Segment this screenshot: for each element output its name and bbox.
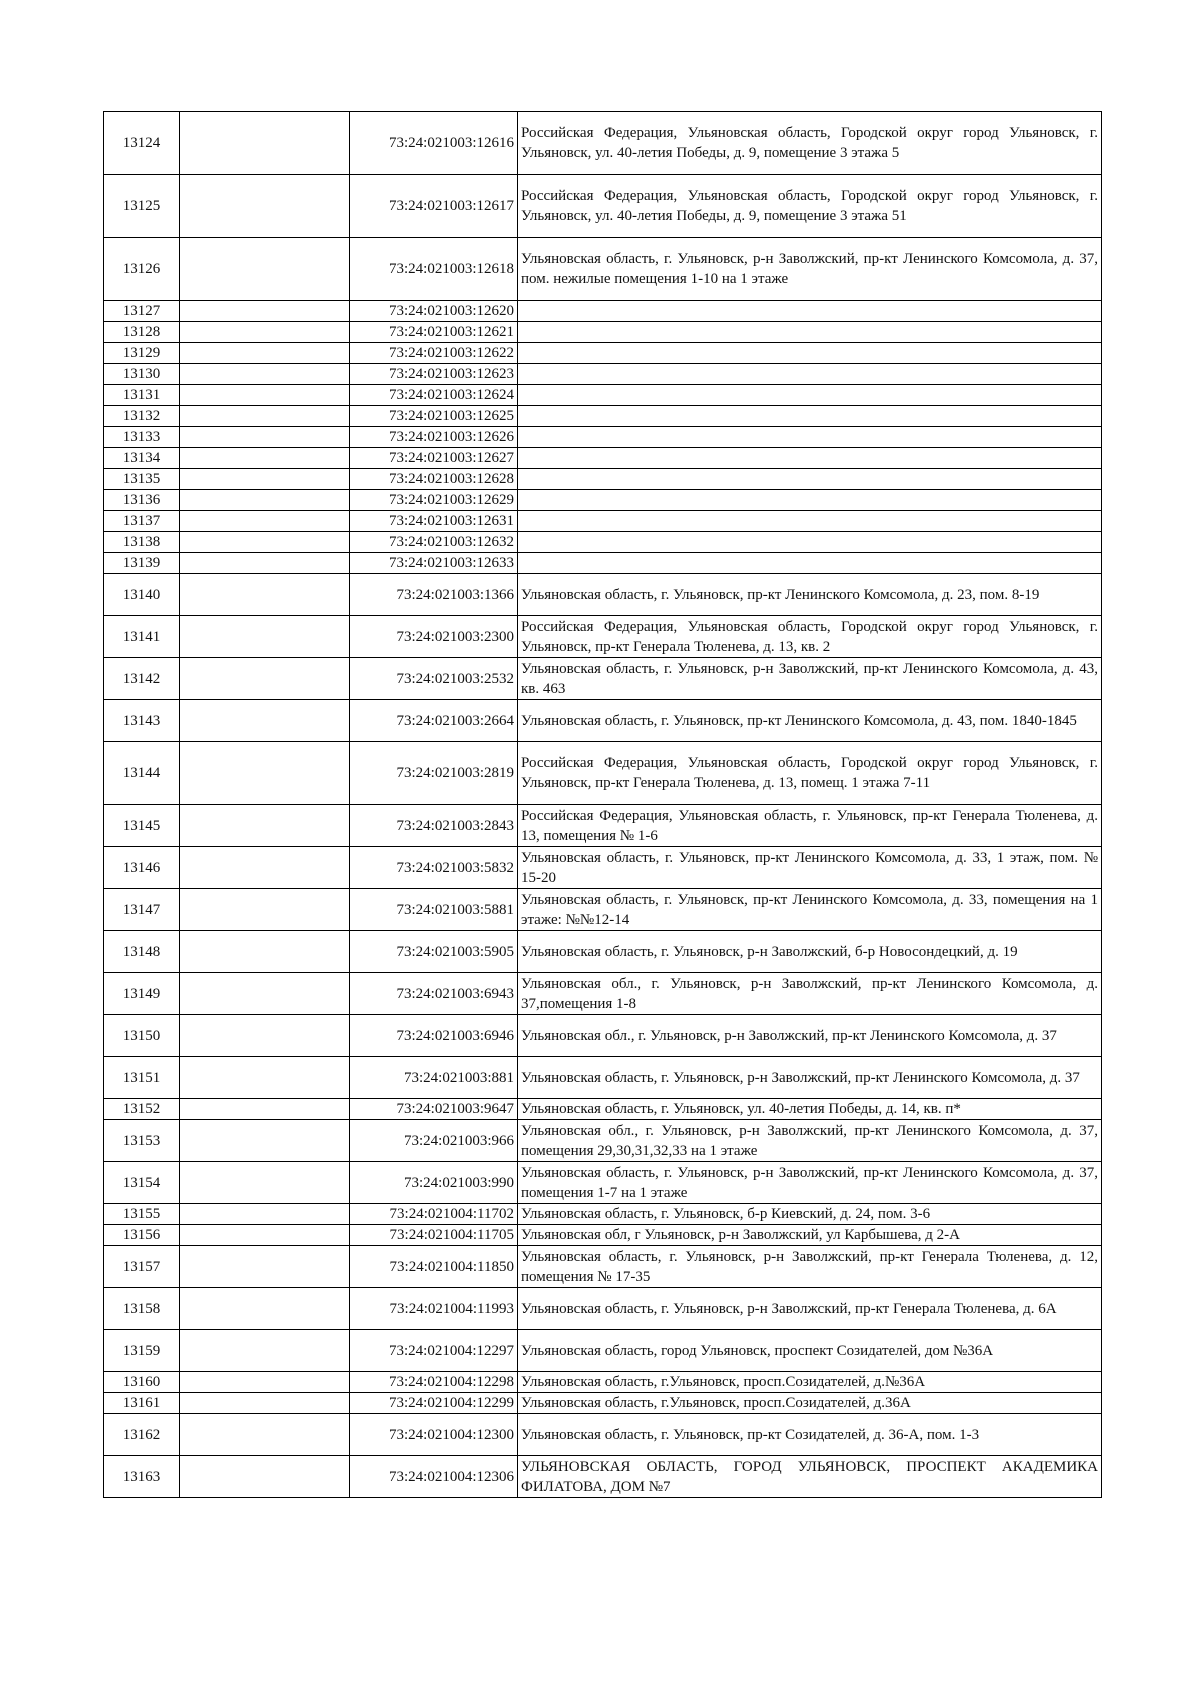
table-row (104, 1372, 1102, 1393)
row-number-cell: 13146 (104, 847, 180, 889)
cadastral-number-cell: 73:24:021003:12632 (350, 532, 518, 553)
table-row (104, 553, 1102, 574)
address-cell: Ульяновская область, г. Ульяновск, р-н Заволжский, пр-кт Ленинского Комсомола, д. 43, кв. 463 (518, 658, 1102, 700)
table-row (104, 301, 1102, 322)
address-cell: Ульяновская область, г. Ульяновск, ул. 40-летия Победы, д. 14, кв. п* (518, 1099, 1102, 1120)
empty-cell (180, 1225, 350, 1246)
empty-cell (180, 427, 350, 448)
empty-cell (180, 973, 350, 1015)
address-cell: Ульяновская область, г. Ульяновск, р-н Заволжский, б-р Новосондецкий, д. 19 (518, 931, 1102, 973)
empty-cell (180, 532, 350, 553)
table-row (104, 1162, 1102, 1204)
cadastral-number-cell: 73:24:021003:990 (350, 1162, 518, 1204)
cadastral-number-cell: 73:24:021004:12298 (350, 1372, 518, 1393)
cadastral-number-cell: 73:24:021003:2532 (350, 658, 518, 700)
row-number-cell: 13162 (104, 1414, 180, 1456)
cadastral-number-cell: 73:24:021003:12622 (350, 343, 518, 364)
table-row (104, 511, 1102, 532)
table-row (104, 406, 1102, 427)
cadastral-number-cell: 73:24:021003:12627 (350, 448, 518, 469)
cadastral-number-cell: 73:24:021003:5881 (350, 889, 518, 931)
cadastral-number-cell: 73:24:021004:12297 (350, 1330, 518, 1372)
empty-cell (180, 511, 350, 532)
empty-cell (180, 1120, 350, 1162)
address-cell: Ульяновская обл., г. Ульяновск, р-н Заволжский, пр-кт Ленинского Комсомола, д. 37,помещения 1-8 (518, 973, 1102, 1015)
empty-cell (180, 343, 350, 364)
table-row (104, 1120, 1102, 1162)
cadastral-number-cell: 73:24:021003:12623 (350, 364, 518, 385)
table-row (104, 427, 1102, 448)
cadastral-number-cell: 73:24:021003:9647 (350, 1099, 518, 1120)
property-registry-table (103, 111, 1102, 1498)
row-number-cell: 13148 (104, 931, 180, 973)
empty-cell (180, 889, 350, 931)
address-cell (518, 385, 1102, 406)
address-cell (518, 469, 1102, 490)
table-row (104, 574, 1102, 616)
row-number-cell: 13124 (104, 112, 180, 175)
table-row (104, 469, 1102, 490)
empty-cell (180, 658, 350, 700)
address-cell (518, 406, 1102, 427)
empty-cell (180, 1057, 350, 1099)
table-row (104, 532, 1102, 553)
address-cell (518, 427, 1102, 448)
row-number-cell: 13163 (104, 1456, 180, 1498)
row-number-cell: 13125 (104, 175, 180, 238)
address-cell: Ульяновская область, город Ульяновск, проспект Созидателей, дом №36А (518, 1330, 1102, 1372)
cadastral-number-cell: 73:24:021004:11705 (350, 1225, 518, 1246)
cadastral-number-cell: 73:24:021003:12628 (350, 469, 518, 490)
empty-cell (180, 1015, 350, 1057)
cadastral-number-cell: 73:24:021003:12626 (350, 427, 518, 448)
table-row (104, 973, 1102, 1015)
cadastral-number-cell: 73:24:021003:12633 (350, 553, 518, 574)
row-number-cell: 13144 (104, 742, 180, 805)
address-cell (518, 511, 1102, 532)
table-row (104, 448, 1102, 469)
row-number-cell: 13126 (104, 238, 180, 301)
row-number-cell: 13149 (104, 973, 180, 1015)
table-row (104, 1414, 1102, 1456)
table-row (104, 616, 1102, 658)
empty-cell (180, 700, 350, 742)
row-number-cell: 13161 (104, 1393, 180, 1414)
row-number-cell: 13138 (104, 532, 180, 553)
cadastral-number-cell: 73:24:021003:12625 (350, 406, 518, 427)
empty-cell (180, 931, 350, 973)
cadastral-number-cell: 73:24:021003:966 (350, 1120, 518, 1162)
address-cell: Российская Федерация, Ульяновская область, Городской округ город Ульяновск, г. Ульяновск, пр-кт Генерала Тюленева, д. 13, кв. 2 (518, 616, 1102, 658)
table-row (104, 364, 1102, 385)
cadastral-number-cell: 73:24:021003:2843 (350, 805, 518, 847)
address-cell (518, 448, 1102, 469)
cadastral-number-cell: 73:24:021004:11702 (350, 1204, 518, 1225)
row-number-cell: 13136 (104, 490, 180, 511)
empty-cell (180, 1330, 350, 1372)
cadastral-number-cell: 73:24:021003:5832 (350, 847, 518, 889)
row-number-cell: 13142 (104, 658, 180, 700)
empty-cell (180, 1393, 350, 1414)
cadastral-number-cell: 73:24:021003:2819 (350, 742, 518, 805)
address-cell: Ульяновская обл., г. Ульяновск, р-н Заволжский, пр-кт Ленинского Комсомола, д. 37 (518, 1015, 1102, 1057)
empty-cell (180, 448, 350, 469)
row-number-cell: 13127 (104, 301, 180, 322)
address-cell: Ульяновская область, г. Ульяновск, р-н Заволжский, пр-кт Генерала Тюленева, д. 12, помещения № 17-35 (518, 1246, 1102, 1288)
empty-cell (180, 469, 350, 490)
row-number-cell: 13154 (104, 1162, 180, 1204)
empty-cell (180, 1204, 350, 1225)
address-cell: Российская Федерация, Ульяновская область, Городской округ город Ульяновск, г. Ульяновск, пр-кт Генерала Тюленева, д. 13, помещ. 1 этажа 7-11 (518, 742, 1102, 805)
row-number-cell: 13156 (104, 1225, 180, 1246)
address-cell: Ульяновская область, г. Ульяновск, б-р Киевский, д. 24, пом. 3-6 (518, 1204, 1102, 1225)
address-cell: Ульяновская область, г. Ульяновск, пр-кт Созидателей, д. 36-А, пом. 1-3 (518, 1414, 1102, 1456)
address-cell (518, 532, 1102, 553)
row-number-cell: 13153 (104, 1120, 180, 1162)
address-cell (518, 322, 1102, 343)
cadastral-number-cell: 73:24:021003:2664 (350, 700, 518, 742)
row-number-cell: 13143 (104, 700, 180, 742)
table-row (104, 343, 1102, 364)
empty-cell (180, 742, 350, 805)
cadastral-number-cell: 73:24:021004:12300 (350, 1414, 518, 1456)
empty-cell (180, 238, 350, 301)
table-row (104, 1015, 1102, 1057)
empty-cell (180, 301, 350, 322)
empty-cell (180, 847, 350, 889)
address-cell (518, 364, 1102, 385)
row-number-cell: 13141 (104, 616, 180, 658)
address-cell: Российская Федерация, Ульяновская область, Городской округ город Ульяновск, г. Ульяновск, ул. 40-летия Победы, д. 9, помещение 3 этажа 5 (518, 112, 1102, 175)
registry-table-body (104, 112, 1102, 1498)
address-cell (518, 343, 1102, 364)
row-number-cell: 13145 (104, 805, 180, 847)
table-row (104, 805, 1102, 847)
empty-cell (180, 322, 350, 343)
empty-cell (180, 616, 350, 658)
address-cell: Ульяновская область, г.Ульяновск, просп.Созидателей, д.36А (518, 1393, 1102, 1414)
table-row (104, 175, 1102, 238)
empty-cell (180, 490, 350, 511)
cadastral-number-cell: 73:24:021003:5905 (350, 931, 518, 973)
table-row (104, 742, 1102, 805)
table-row (104, 238, 1102, 301)
empty-cell (180, 574, 350, 616)
row-number-cell: 13140 (104, 574, 180, 616)
row-number-cell: 13151 (104, 1057, 180, 1099)
empty-cell (180, 1414, 350, 1456)
empty-cell (180, 364, 350, 385)
address-cell: Ульяновская область, г.Ульяновск, просп.Созидателей, д.№36А (518, 1372, 1102, 1393)
empty-cell (180, 805, 350, 847)
table-row (104, 1456, 1102, 1498)
row-number-cell: 13160 (104, 1372, 180, 1393)
address-cell: Российская Федерация, Ульяновская область, Городской округ город Ульяновск, г. Ульяновск, ул. 40-летия Победы, д. 9, помещение 3 этажа 51 (518, 175, 1102, 238)
row-number-cell: 13128 (104, 322, 180, 343)
address-cell (518, 490, 1102, 511)
table-row (104, 658, 1102, 700)
table-row (104, 889, 1102, 931)
address-cell (518, 301, 1102, 322)
address-cell: Ульяновская область, г. Ульяновск, пр-кт Ленинского Комсомола, д. 43, пом. 1840-1845 (518, 700, 1102, 742)
empty-cell (180, 112, 350, 175)
table-row (104, 1330, 1102, 1372)
table-row (104, 931, 1102, 973)
empty-cell (180, 1246, 350, 1288)
table-row (104, 1204, 1102, 1225)
table-row (104, 1393, 1102, 1414)
row-number-cell: 13137 (104, 511, 180, 532)
address-cell: Ульяновская область, г. Ульяновск, пр-кт Ленинского Комсомола, д. 23, пом. 8-19 (518, 574, 1102, 616)
table-row (104, 847, 1102, 889)
table-row (104, 1246, 1102, 1288)
empty-cell (180, 175, 350, 238)
empty-cell (180, 1162, 350, 1204)
table-row (104, 1099, 1102, 1120)
address-cell: Ульяновская область, г. Ульяновск, пр-кт Ленинского Комсомола, д. 33, 1 этаж, пом. № 15-20 (518, 847, 1102, 889)
row-number-cell: 13129 (104, 343, 180, 364)
cadastral-number-cell: 73:24:021003:12618 (350, 238, 518, 301)
cadastral-number-cell: 73:24:021003:6943 (350, 973, 518, 1015)
table-row (104, 112, 1102, 175)
row-number-cell: 13130 (104, 364, 180, 385)
table-row (104, 490, 1102, 511)
address-cell (518, 553, 1102, 574)
cadastral-number-cell: 73:24:021003:12621 (350, 322, 518, 343)
row-number-cell: 13155 (104, 1204, 180, 1225)
row-number-cell: 13133 (104, 427, 180, 448)
address-cell: Ульяновская область, г. Ульяновск, р-н Заволжский, пр-кт Ленинского Комсомола, д. 37, помещения 1-7 на 1 этаже (518, 1162, 1102, 1204)
table-row (104, 1057, 1102, 1099)
cadastral-number-cell: 73:24:021004:11850 (350, 1246, 518, 1288)
cadastral-number-cell: 73:24:021003:12620 (350, 301, 518, 322)
cadastral-number-cell: 73:24:021003:1366 (350, 574, 518, 616)
empty-cell (180, 1099, 350, 1120)
table-row (104, 1225, 1102, 1246)
cadastral-number-cell: 73:24:021004:11993 (350, 1288, 518, 1330)
cadastral-number-cell: 73:24:021003:12617 (350, 175, 518, 238)
cadastral-number-cell: 73:24:021003:12629 (350, 490, 518, 511)
address-cell: УЛЬЯНОВСКАЯ ОБЛАСТЬ, ГОРОД УЛЬЯНОВСК, ПРОСПЕКТ АКАДЕМИКА ФИЛАТОВА, ДОМ №7 (518, 1456, 1102, 1498)
address-cell: Ульяновская область, г. Ульяновск, р-н Заволжский, пр-кт Ленинского Комсомола, д. 37 (518, 1057, 1102, 1099)
empty-cell (180, 406, 350, 427)
empty-cell (180, 385, 350, 406)
row-number-cell: 13159 (104, 1330, 180, 1372)
table-row (104, 700, 1102, 742)
row-number-cell: 13157 (104, 1246, 180, 1288)
address-cell: Ульяновская область, г. Ульяновск, пр-кт Ленинского Комсомола, д. 33, помещения на 1 этаже: №№12-14 (518, 889, 1102, 931)
empty-cell (180, 1456, 350, 1498)
row-number-cell: 13132 (104, 406, 180, 427)
row-number-cell: 13134 (104, 448, 180, 469)
cadastral-number-cell: 73:24:021003:6946 (350, 1015, 518, 1057)
cadastral-number-cell: 73:24:021003:12631 (350, 511, 518, 532)
row-number-cell: 13147 (104, 889, 180, 931)
row-number-cell: 13158 (104, 1288, 180, 1330)
table-row (104, 322, 1102, 343)
row-number-cell: 13150 (104, 1015, 180, 1057)
cadastral-number-cell: 73:24:021004:12299 (350, 1393, 518, 1414)
cadastral-number-cell: 73:24:021003:12616 (350, 112, 518, 175)
empty-cell (180, 1288, 350, 1330)
row-number-cell: 13131 (104, 385, 180, 406)
table-row (104, 385, 1102, 406)
cadastral-number-cell: 73:24:021003:2300 (350, 616, 518, 658)
table-row (104, 1288, 1102, 1330)
empty-cell (180, 1372, 350, 1393)
row-number-cell: 13152 (104, 1099, 180, 1120)
address-cell: Российская Федерация, Ульяновская область, г. Ульяновск, пр-кт Генерала Тюленева, д. 13, помещения № 1-6 (518, 805, 1102, 847)
address-cell: Ульяновская обл., г. Ульяновск, р-н Заволжский, пр-кт Ленинского Комсомола, д. 37, помещения 29,30,31,32,33 на 1 этаже (518, 1120, 1102, 1162)
empty-cell (180, 553, 350, 574)
cadastral-number-cell: 73:24:021004:12306 (350, 1456, 518, 1498)
row-number-cell: 13135 (104, 469, 180, 490)
address-cell: Ульяновская область, г. Ульяновск, р-н Заволжский, пр-кт Генерала Тюленева, д. 6А (518, 1288, 1102, 1330)
cadastral-number-cell: 73:24:021003:881 (350, 1057, 518, 1099)
row-number-cell: 13139 (104, 553, 180, 574)
address-cell: Ульяновская область, г. Ульяновск, р-н Заволжский, пр-кт Ленинского Комсомола, д. 37, пом. нежилые помещения 1-10 на 1 этаже (518, 238, 1102, 301)
address-cell: Ульяновская обл, г Ульяновск, р-н Заволжский, ул Карбышева, д 2-А (518, 1225, 1102, 1246)
cadastral-number-cell: 73:24:021003:12624 (350, 385, 518, 406)
